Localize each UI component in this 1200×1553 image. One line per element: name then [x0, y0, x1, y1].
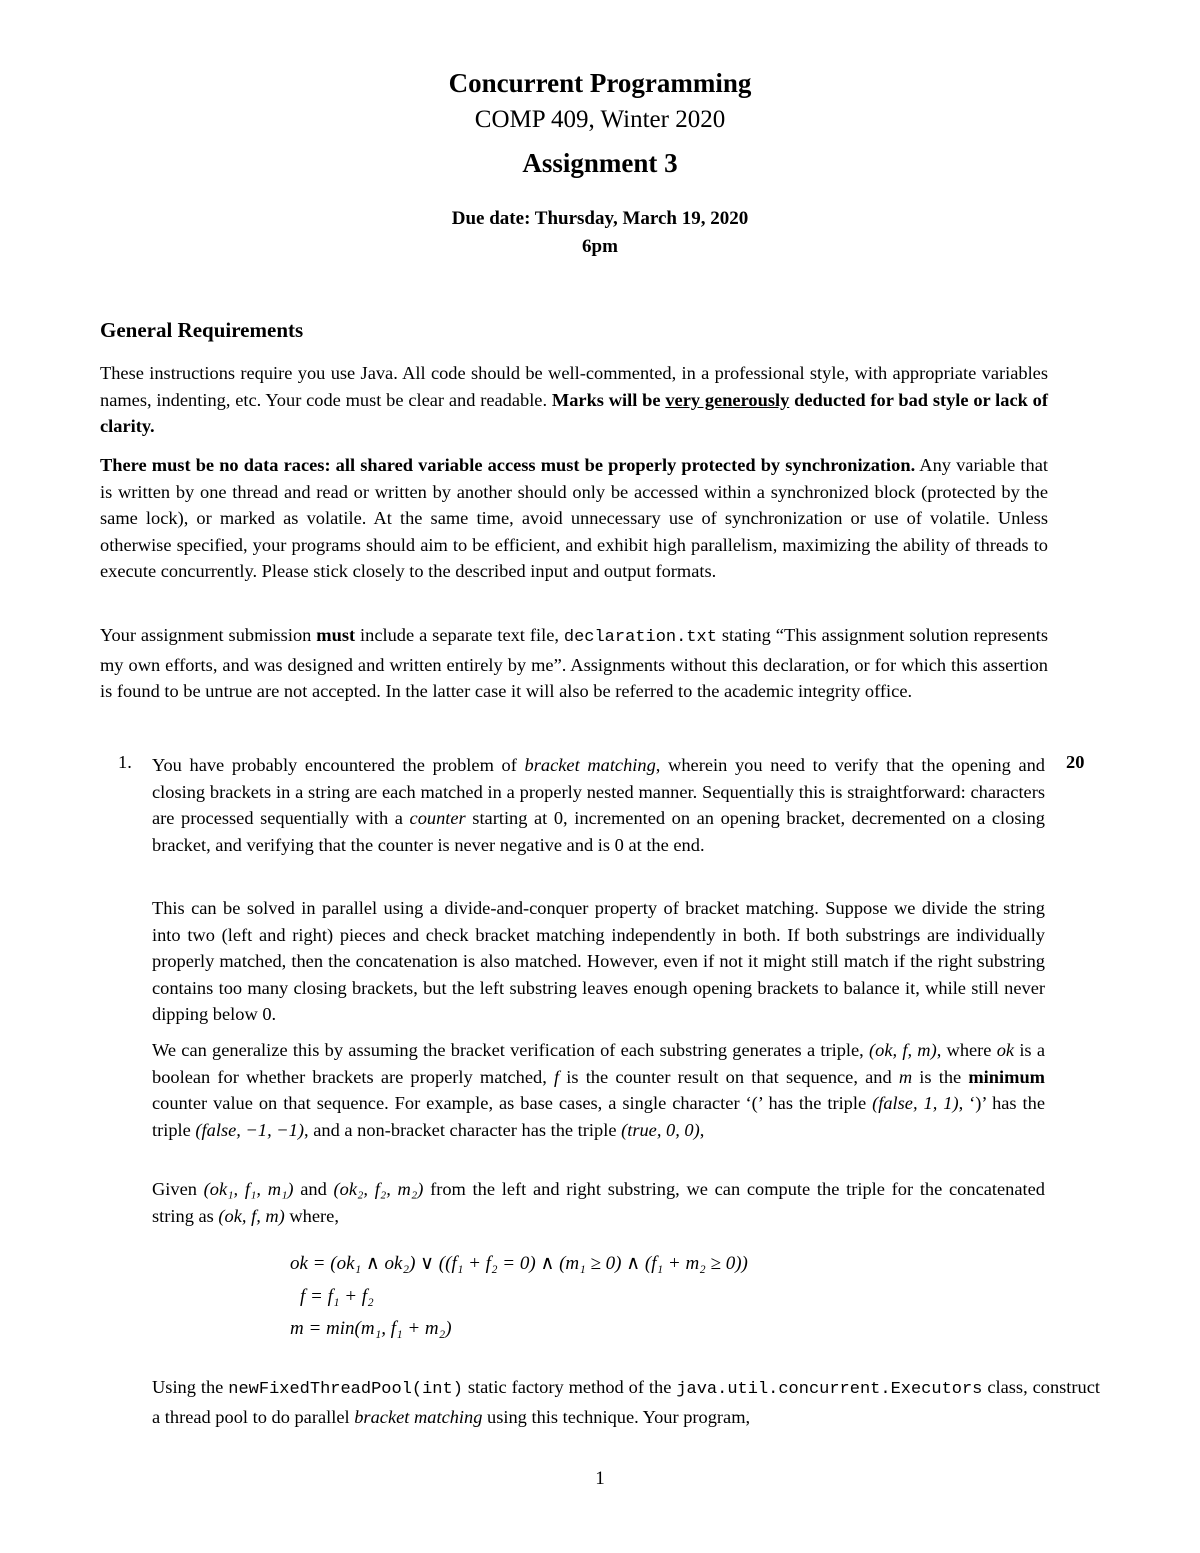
assignment-title: Assignment 3 [522, 148, 678, 178]
question-paragraph-5: Using the newFixedThreadPool(int) static factory method of the java.util.concurrent.Executors class, construct a thread pool to do parallel bracket matching using this technique. Your program, [152, 1377, 1101, 1427]
emphasis-underlined: very generously [665, 389, 790, 410]
question-paragraph-4: Given (ok₁, f₁, m₁) and (ok₂, f₂, m₂) from the left and right substring, we can compute the triple for the concatenated string as (ok, f, m) where, [152, 1179, 1045, 1226]
question-number: 1. [118, 752, 132, 772]
equation-ok: ok = (ok₁ ∧ ok₂) ∨ ((f₁ + f₂ = 0) ∧ (m₁ ≥ 0) ∧ (f₁ + m₂ ≥ 0)) [290, 1253, 748, 1274]
general-requirements-heading: General Requirements [100, 318, 304, 342]
question-paragraph-1: You have probably encountered the problem of bracket matching, wherein you need to verify that the opening and closing brackets in a string are each matched in a properly nested manner. Sequentially this is straightforward: characters are processed sequentially with a counter starting at 0, incremented on an opening bracket, decremented on a closing bracket, and verifying that the counter is never negative and is 0 at the end. [152, 755, 1045, 855]
question-marks: 20 [1066, 752, 1085, 772]
general-paragraph-1: These instructions require you use Java. All code should be well-commented, in a professional style, with appropriate variables names, indenting, etc. Your code must be clear and readable. Marks will be very generously deducted for bad style or lack of clarity. [100, 363, 1048, 437]
equation-f: f = f₁ + f₂ [300, 1286, 374, 1307]
course-code: COMP 409, Winter 2020 [474, 106, 726, 133]
class-name: java.util.concurrent.Executors [676, 1380, 983, 1399]
due-time: 6pm [582, 236, 618, 257]
general-paragraph-3: Your assignment submission must include a separate text file, declaration.txt stating “This assignment solution represents my own efforts, and was designed and written entirely by me”. Assignments without this declaration, or for which this assertion is found to be untrue are not accepted. In the latter case it will also be referred to the academic integrity office. [100, 625, 1048, 702]
question-paragraph-2: This can be solved in parallel using a divide-and-conquer property of bracket matching. Suppose we divide the string into two (left and right) pieces and check bracket matching independently in both. If both substrings are individually properly matched, then the concatenation is also matched. However, even if not it might still match if the right substring contains too many closing brackets, but the left substring leaves enough opening brackets to balance it, while still never dipping below 0. [152, 898, 1045, 1025]
due-date: Due date: Thursday, March 19, 2020 [451, 208, 749, 229]
method-name: newFixedThreadPool(int) [228, 1380, 463, 1399]
declaration-filename: declaration.txt [563, 628, 717, 647]
page-number: 1 [595, 1468, 605, 1489]
general-paragraph-2: There must be no data races: all shared variable access must be properly protected by synchronization. Any variable that is written by one thread and read or written by another should only be accessed within a synchronized block (protected by the same lock), or marked as volatile. At the same time, avoid unnecessary use of synchronization or use of volatile. Unless otherwise specified, your programs should aim to be efficient, and exhibit high parallelism, maximizing the ability of threads to execute concurrently. Please stick closely to the described input and output formats. [100, 455, 1048, 582]
equation-m: m = min(m₁, f₁ + m₂) [290, 1318, 452, 1339]
question-paragraph-3: We can generalize this by assuming the bracket verification of each substring generates a triple, (ok, f, m), where ok is a boolean for whether brackets are properly matched, f is the counter result on that sequence, and m is the minimum counter value on that sequence. For example, as base cases, a single character ‘(’ has the triple (false, 1, 1), ‘)’ has the triple (false, −1, −1), and a non-bracket character has the triple (true, 0, 0), [152, 1040, 1046, 1140]
course-title: Concurrent Programming [448, 68, 752, 98]
